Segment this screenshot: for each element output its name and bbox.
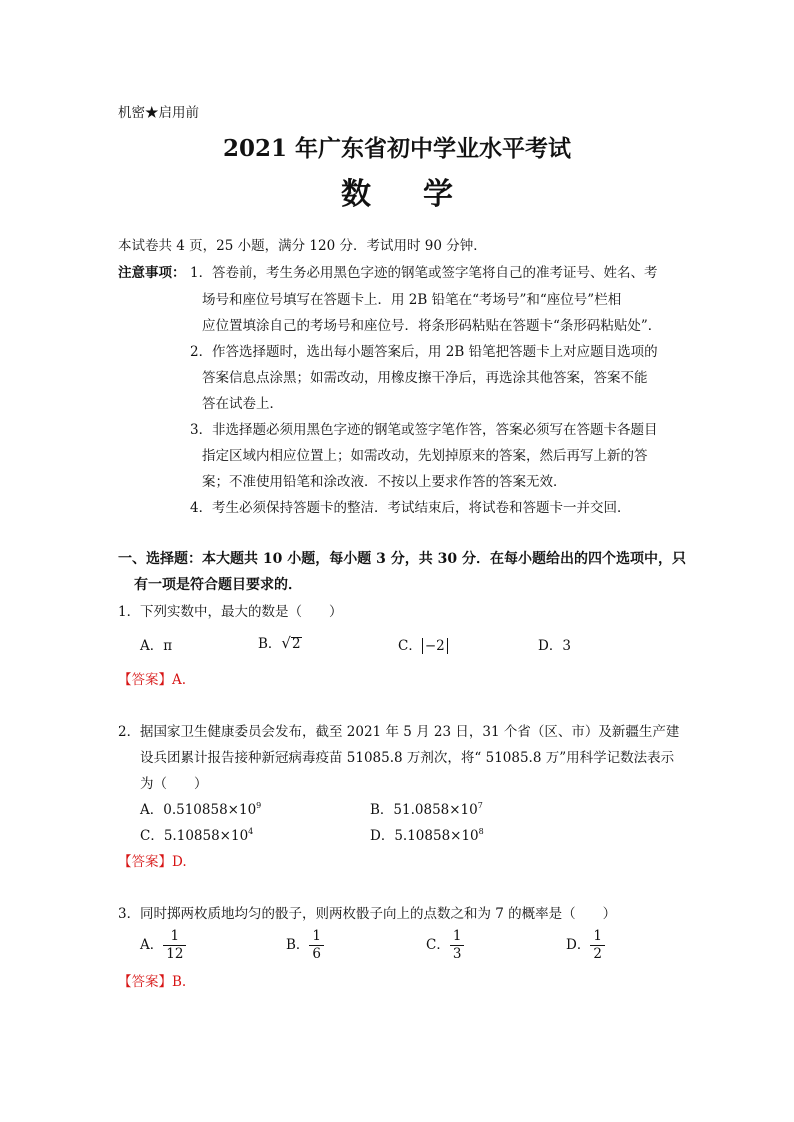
option-value: 5.10858×10 [163, 828, 249, 844]
numerator: 1 [452, 928, 462, 944]
question-number: 2． [118, 724, 141, 740]
option-label: A． [140, 936, 164, 953]
exponent: 8 [478, 827, 484, 836]
note-line: 考生必须保持答题卡的整洁．考试结束后，将试卷和答题卡一并交回． [212, 500, 631, 516]
question-text: 下列实数中，最大的数是（ ） [140, 604, 343, 620]
option-label: C． [140, 828, 164, 844]
option-c [398, 634, 448, 654]
fraction [450, 928, 465, 963]
note-line: 非选择题必须用黑色字迹的钢笔或签字笔作答，答案必须写在答题卡各题目 [212, 422, 658, 438]
question-number: 3． [118, 906, 141, 922]
option-d [538, 634, 571, 654]
option-c [426, 928, 464, 963]
option-label: B． [286, 936, 310, 953]
numerator: 1 [170, 928, 180, 944]
notes-label: 注意事项： [118, 265, 186, 281]
exponent: 7 [477, 801, 483, 810]
question-number: 1． [118, 604, 141, 620]
note-line: 案；不准使用铅笔和涂改液．不按以上要求作答的答案无效． [202, 474, 567, 490]
option-value: 3 [562, 638, 571, 654]
question-text: 据国家卫生健康委员会发布，截至 2021 年 5 月 23 日，31 个省（区、市）及新疆生产建 [140, 724, 680, 740]
fraction [590, 928, 605, 963]
answer-label: 【答案】D. [118, 854, 187, 870]
numerator: 1 [312, 928, 322, 944]
option-d [566, 928, 605, 963]
option-label: D． [538, 638, 563, 654]
option-value: π [163, 638, 173, 654]
answer-label: 【答案】B. [118, 974, 187, 990]
section-heading-cont: 有一项是符合题目要求的． [134, 577, 302, 593]
note-line: 应位置填涂自己的考场号和座位号．将条形码粘贴在答题卡“条形码粘贴处”． [202, 318, 662, 334]
option-b [370, 798, 483, 818]
option-label: A． [140, 802, 164, 818]
note-line: 场号和座位号填写在答题卡上．用 2B 铅笔在“考场号”和“座位号”栏相 [202, 292, 622, 308]
option-a [140, 798, 261, 818]
note-number: 1． [190, 265, 213, 281]
option-value: 51.0858×10 [393, 802, 478, 818]
subject-title: 数学 [341, 177, 505, 212]
option-b [286, 928, 324, 963]
option-label: D． [566, 936, 591, 953]
option-label: B． [370, 802, 394, 818]
question-text: 为（ ） [140, 776, 208, 792]
option-label: B． [258, 636, 282, 652]
question-text: 设兵团累计报告接种新冠病毒疫苗 51085.8 万剂次，将“ 51085.8 万”用科学记数法表示 [140, 750, 675, 766]
option-b [258, 632, 302, 652]
fraction [309, 928, 324, 963]
denominator: 2 [590, 945, 605, 963]
denominator: 3 [450, 945, 465, 963]
numerator: 1 [593, 928, 602, 944]
note-number: 3． [190, 422, 213, 438]
fraction [163, 928, 186, 963]
option-label: A． [140, 638, 164, 654]
note-line: 答在试卷上． [202, 396, 283, 412]
note-number: 4． [190, 500, 213, 516]
note-line: 答卷前，考生务必用黑色字迹的钢笔或签字笔将自己的准考证号、姓名、考 [212, 265, 658, 281]
note-line: 指定区域内相应位置上；如需改动，先划掉原来的答案，然后再写上新的答 [202, 448, 648, 464]
option-value: 5.10858×10 [394, 828, 479, 844]
note-line: 作答选择题时，选出每小题答案后，用 2B 铅笔把答题卡上对应题目选项的 [212, 344, 658, 360]
option-label: D． [370, 828, 395, 844]
sqrt-radicand: 2 [291, 636, 301, 652]
exponent: 4 [248, 827, 254, 836]
denominator: 12 [163, 945, 186, 963]
note-line: 答案信息点涂黑；如需改动，用橡皮擦干净后，再选涂其他答案，答案不能 [202, 370, 648, 386]
option-d [370, 824, 484, 844]
option-c [140, 824, 253, 844]
denominator: 6 [309, 945, 324, 963]
option-a [140, 634, 172, 654]
sqrt-symbol: √ [281, 634, 291, 652]
option-value: 0.510858×10 [163, 802, 257, 818]
exponent: 9 [256, 801, 262, 810]
note-number: 2． [190, 344, 213, 360]
exam-intro: 本试卷共 4 页，25 小题，满分 120 分．考试用时 90 分钟． [118, 238, 487, 254]
option-label: C． [398, 638, 422, 654]
section-heading: 一、选择题：本大题共 10 小题，每小题 3 分，共 30 分．在每小题给出的四个选项中，只 [118, 551, 686, 567]
absolute-value: −2 [422, 638, 448, 654]
option-a [140, 928, 186, 963]
confidential-mark: 机密★启用前 [118, 105, 199, 121]
option-label: C． [426, 936, 450, 953]
question-text: 同时掷两枚质地均匀的骰子，则两枚骰子向上的点数之和为 7 的概率是（ ） [140, 906, 617, 922]
exam-title: 2021 年广东省初中学业水平考试 [222, 135, 572, 162]
answer-label: 【答案】A. [118, 672, 187, 688]
